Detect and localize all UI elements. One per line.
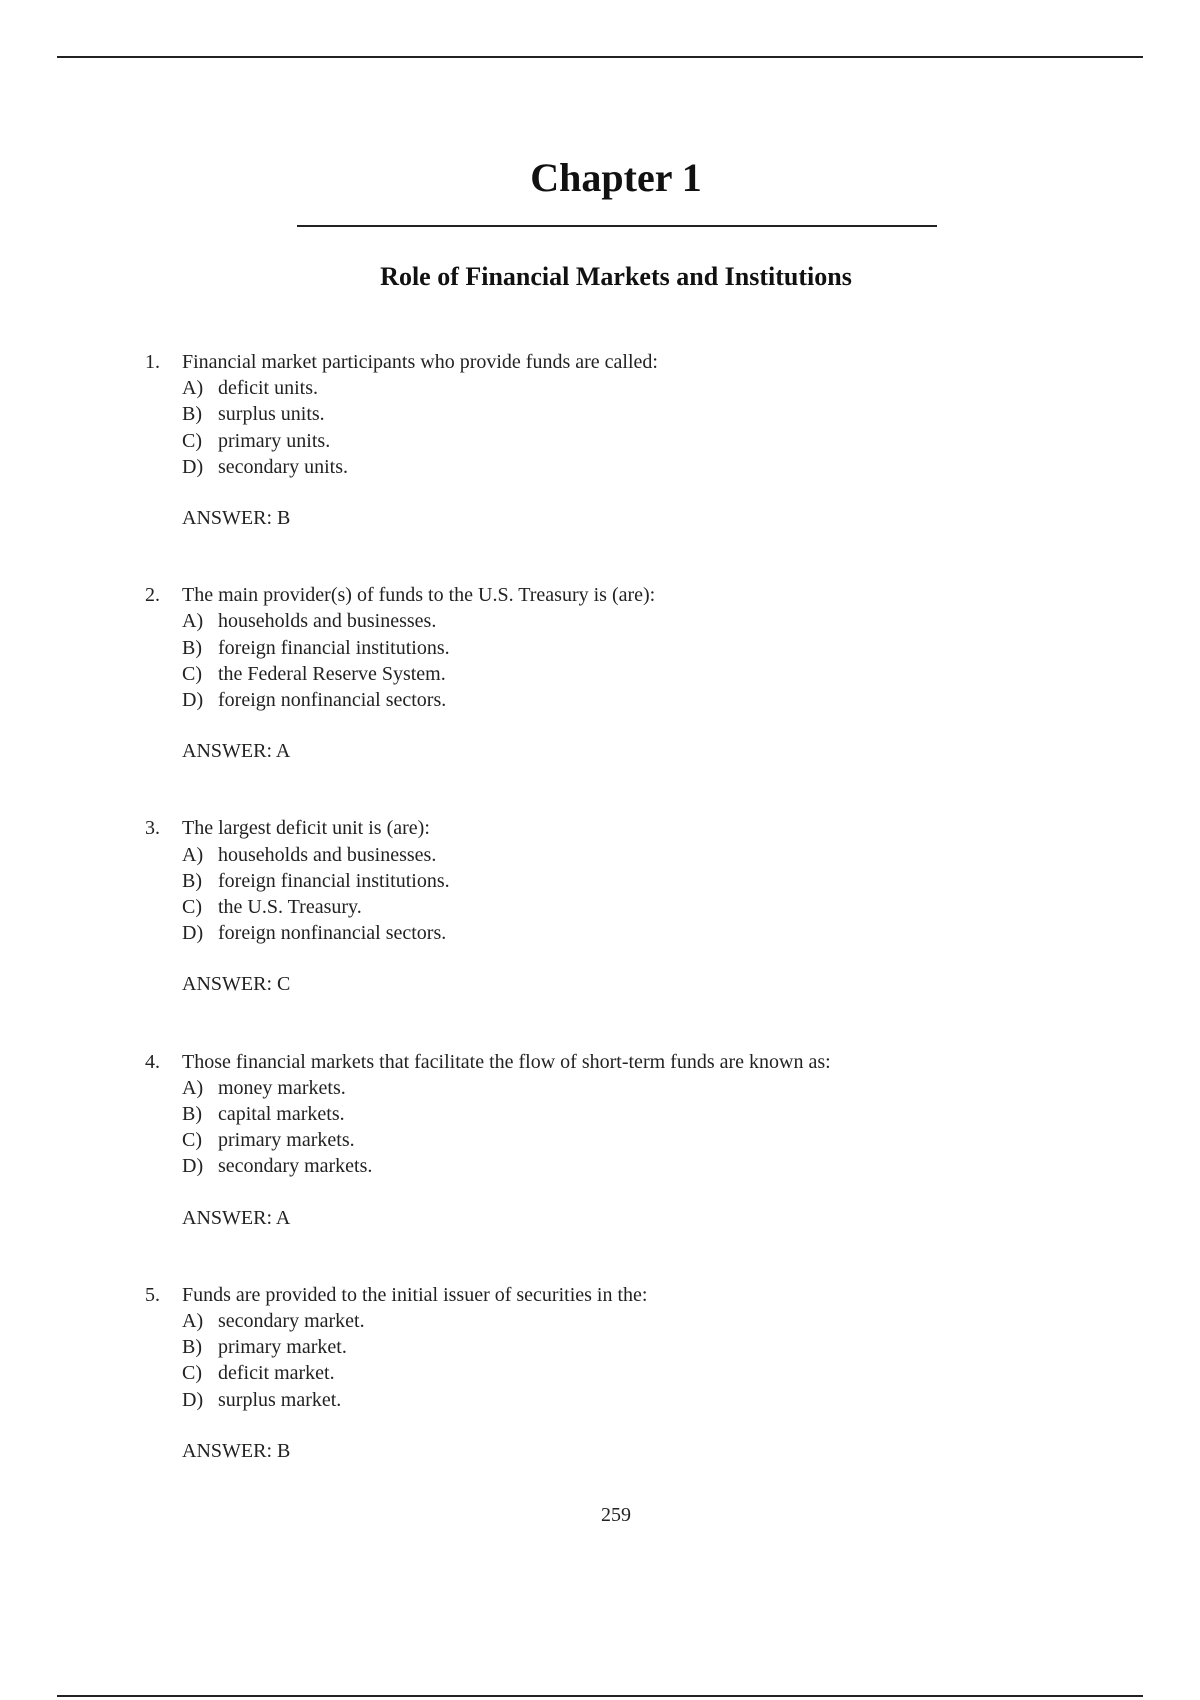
option-letter: C) [182,662,202,685]
option-letter: C) [182,1362,202,1385]
option-text: the Federal Reserve System. [218,662,446,685]
question-2 [145,582,1145,764]
option-text: foreign financial institutions. [218,869,450,892]
question-stem [145,582,1145,608]
option-c [182,428,1145,454]
question-number: 1. [145,351,160,373]
option-list [145,375,1145,480]
option-letter: D) [182,1155,204,1178]
option-letter: D) [182,689,204,712]
option-b [182,1101,1145,1127]
question-4 [145,1049,1145,1231]
question-list [145,349,1145,1515]
option-letter: C) [182,896,202,919]
option-text: households and businesses. [218,843,437,866]
option-list [145,842,1145,947]
question-number: 3. [145,817,160,840]
option-text: secondary markets. [218,1155,373,1178]
option-c [182,661,1145,687]
question-stem [145,1282,1145,1308]
option-text: deficit market. [218,1362,335,1385]
question-stem [145,1049,1145,1075]
option-letter: A) [182,377,204,400]
option-text: primary units. [218,429,331,452]
answer-key: ANSWER: C [182,973,291,996]
option-text: foreign nonfinancial sectors. [218,689,447,712]
option-text: households and businesses. [218,610,437,633]
option-c [182,1127,1145,1153]
question-number: 5. [145,1283,160,1306]
question-text: The main provider(s) of funds to the U.S. Treasury is (are): [182,584,656,607]
option-letter: C) [182,1129,202,1152]
option-letter: B) [182,1336,202,1359]
page-number: 259 [601,1504,631,1526]
option-letter: D) [182,922,204,945]
question-1 [145,349,1145,531]
option-b [182,635,1145,661]
option-letter: D) [182,1388,204,1411]
answer-key: ANSWER: B [182,1439,291,1462]
option-d [182,920,1145,946]
option-d [182,454,1145,480]
option-letter: B) [182,403,202,426]
option-d [182,1153,1145,1179]
option-a [182,842,1145,868]
option-text: money markets. [218,1076,346,1099]
option-letter: B) [182,1103,202,1126]
option-text: surplus units. [218,403,325,426]
top-rule [57,56,1143,58]
bottom-rule [57,1695,1143,1697]
question-stem [145,349,1145,375]
option-text: secondary market. [218,1310,365,1333]
option-b [182,401,1145,427]
option-text: capital markets. [218,1103,345,1126]
option-letter: B) [182,869,202,892]
answer-key: ANSWER: A [182,740,291,763]
option-d [182,687,1145,713]
option-text: the U.S. Treasury. [218,896,362,919]
option-a [182,608,1145,634]
option-a [182,1308,1145,1334]
chapter-subtitle: Role of Financial Markets and Institutions [380,262,852,291]
option-b [182,868,1145,894]
question-number: 2. [145,584,160,607]
option-c [182,894,1145,920]
question-stem [145,815,1145,841]
option-letter: A) [182,1310,204,1333]
question-number: 4. [145,1050,160,1073]
option-d [182,1387,1145,1413]
option-letter: A) [182,610,204,633]
question-text: Financial market participants who provide funds are called: [182,351,658,373]
option-text: foreign nonfinancial sectors. [218,922,447,945]
option-a [182,1075,1145,1101]
option-text: primary market. [218,1336,347,1359]
question-text: Those financial markets that facilitate the flow of short-term funds are known as: [182,1050,831,1073]
chapter-title: Chapter 1 [530,155,702,200]
option-text: primary markets. [218,1129,355,1152]
option-letter: B) [182,636,202,659]
option-text: surplus market. [218,1388,342,1411]
option-list [145,608,1145,713]
option-list [145,1075,1145,1180]
answer-key: ANSWER: B [182,507,291,530]
question-text: The largest deficit unit is (are): [182,817,430,840]
option-letter: A) [182,843,204,866]
option-text: secondary units. [218,455,348,478]
option-text: foreign financial institutions. [218,636,450,659]
question-5 [145,1282,1145,1464]
option-b [182,1334,1145,1360]
option-c [182,1360,1145,1386]
option-list [145,1308,1145,1413]
answer-key: ANSWER: A [182,1206,291,1229]
option-text: deficit units. [218,377,318,400]
option-letter: A) [182,1076,204,1099]
question-text: Funds are provided to the initial issuer of securities in the: [182,1283,648,1306]
option-letter: C) [182,429,202,452]
option-letter: D) [182,455,204,478]
question-3 [145,815,1145,997]
title-divider [297,225,937,227]
option-a [182,375,1145,401]
